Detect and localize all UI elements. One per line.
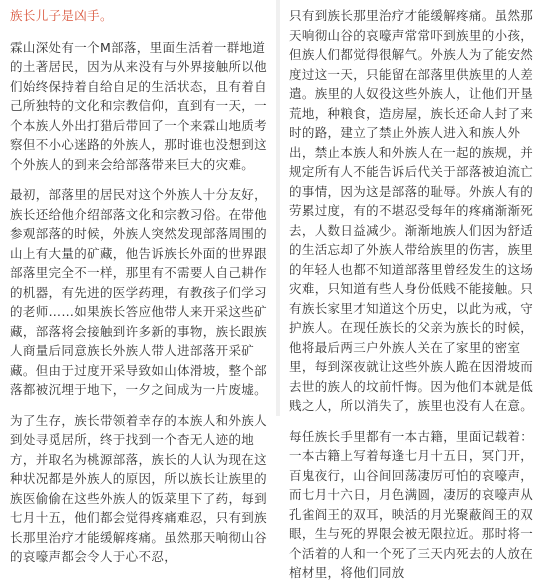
paragraph: 最初，部落里的居民对这个外族人十分友好，族长还给他介绍部落文化和宗教习俗。在带他参观部落的时候，外族人突然发现部落周围的山上有大量的矿藏，他告诉族长外面的世界跟部落里完全不一样，那里有不需要人自己耕作的机器，有先进的医学药理，有教孩子们学习的老师……如果族长答应他带人来开采这些矿藏，部落将会接触到许多新的事物，族长跟族人商量后同意族长外族人带人进部落开采矿藏。但由于过度开采导致如山体滑坡，整个部落都被沉埋于地下，一夕之间成为一片废墟。 [10, 187, 268, 397]
left-page-column [0, 0, 276, 564]
paragraph: 为了生存，族长带领着幸存的本族人和外族人到处寻觅居所，终于找到一个杳无人迹的地方，并取名为桃源部落，族长的人认为现在这种状况都是外族人的原因，所以族长让族里的族医偷偷在这些外族人的饭菜里下了药，每到七月十五，他们都会觉得疼痛难忍，只有到族长那里治疗才能缓解疼痛。虽然那天响彻山谷的哀嚎声都会令人于心不忍， [10, 412, 268, 564]
right-page-column [280, 0, 546, 580]
paragraph: 只有到族长那里治疗才能缓解疼痛。虽然那天响彻山谷的哀嚎声常常吓到族里的小孩，但族人们都觉得很解气。外族人为了能安然度过这一天，只能留在部落里供族里的人差遣。族里的人奴役这些外族人，让他们开垦荒地，种粮食，造房屋，族长还命人封了来时的路，建立了禁止外族人进入和族人外出，禁止本族人和外族人在一起的族规，并规定所有人不能告诉后代关于部落被迫流亡的事情，因为这是部落的耻辱。外族人有的劳累过度，有的不堪忍受每年的疼痛渐渐死去，人数日益减少。渐渐地族人们因为舒适的生活忘却了外族人带给族里的伤害，族里的年轻人也都不知道部落里曾经发生的这场灾难，只知道有些人身份低贱不能接触。只有族长家里才知道这个历史，以此为戒，守护族人。在现任族长的父亲为族长的时候，他将最后两三户外族人关在了家里的密室里，每到深夜就让这些外族人跪在因滑坡而去世的族人的坟前忏悔。因为他们本就是低贱之人，所以消失了，族里也没有人在意。 [289, 8, 534, 413]
paragraph: 霖山深处有一个M部落，里面生活着一群地道的土著居民，因为从来没有与外界接触所以他们始终保持着自给自足的生活状态，且有着自己所独特的文化和宗教信仰，直到有一天，一个本族人外出打猎后带回了一个来霖山地质考察但不小心迷路的外族人，那时谁也没想到这个外族人的到来会给部落带来巨大的灾难。 [10, 39, 268, 172]
paragraph: 每任族长手里都有一本古籍，里面记载着：一本古籍上写着每逢七月十五日，冥门开，百鬼夜行，山谷间回荡凄厉可怕的哀嚎声，而七月十六日，月色满圆，凄厉的哀嚎声从孔雀阎王的双耳，映活的月光聚蔽阎王的双眼，生与死的界限会被无限拉近。那时将一个活着的人和一个死了三天内死去的人放在棺材里，将他们同放 [289, 428, 534, 580]
chapter-title: 族长儿子是凶手。 [10, 8, 113, 23]
